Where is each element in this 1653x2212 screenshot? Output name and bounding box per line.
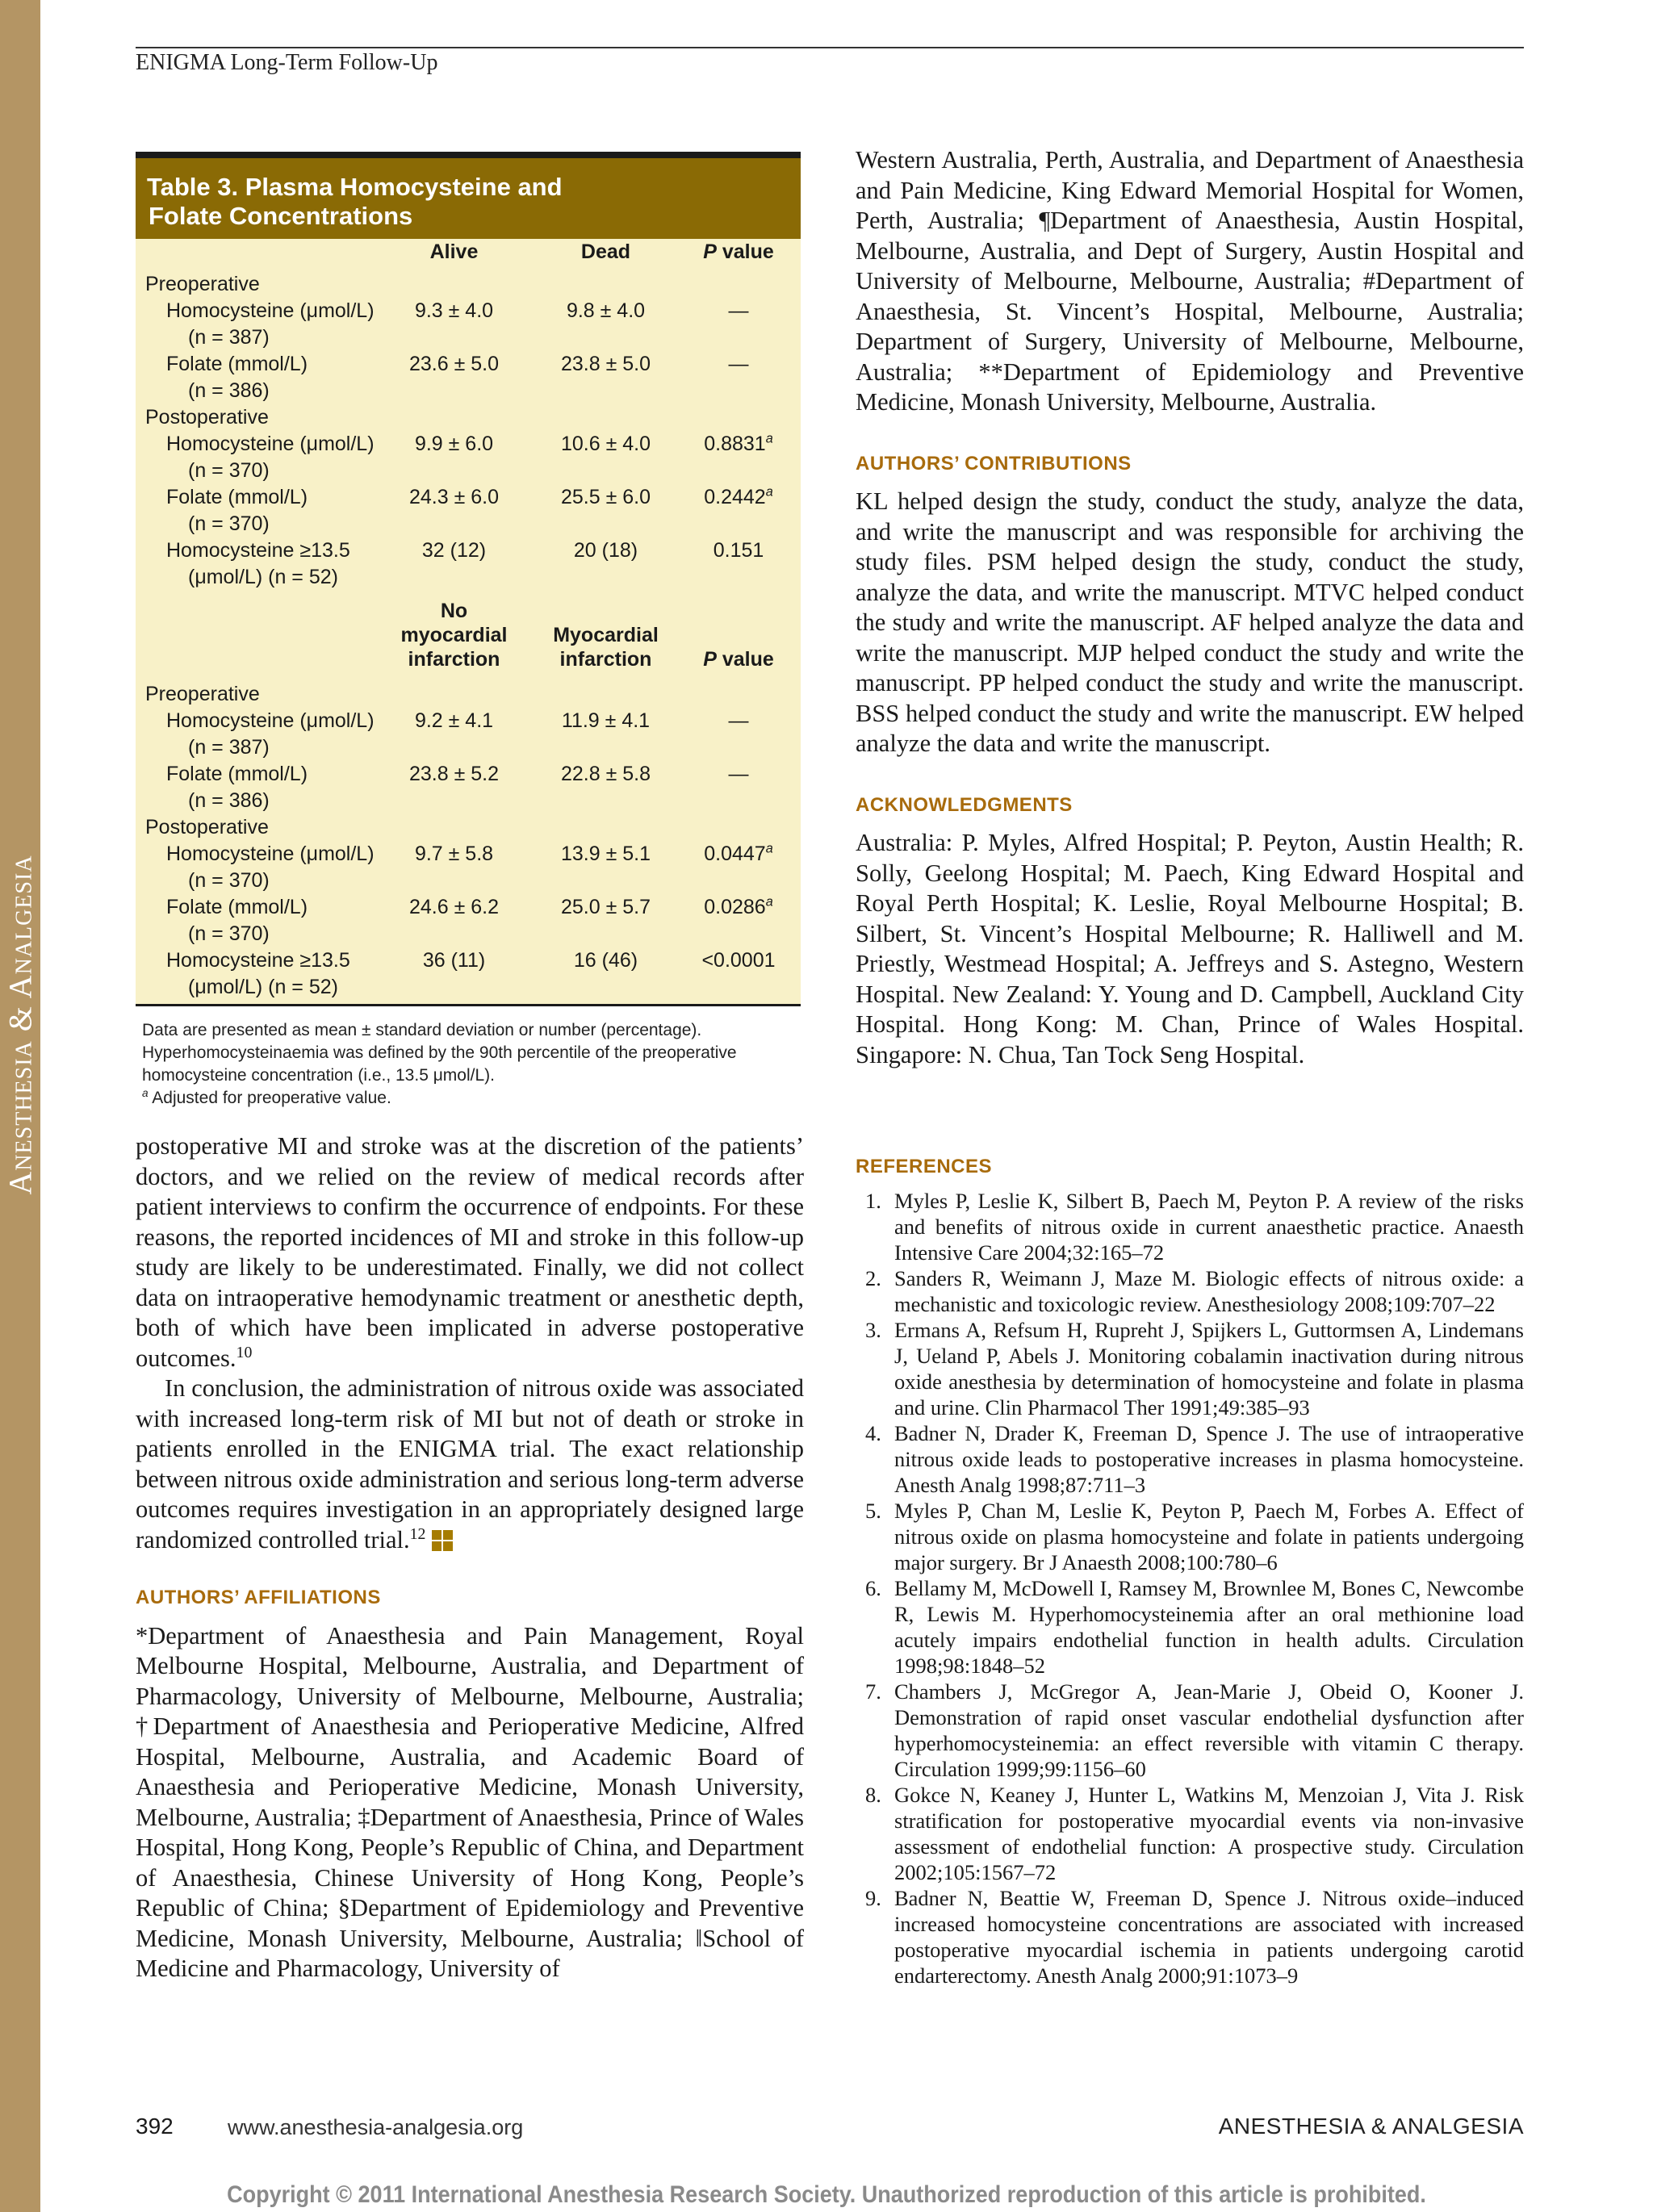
references-section	[856, 1154, 1524, 1988]
row-label: Homocysteine (μmol/L)	[166, 433, 375, 455]
reference-item	[856, 1575, 1524, 1679]
reference-text: Chambers J, McGregor A, Jean-Marie J, Obeid O, Kooner J. Demonstration of rapid onset vascular endothelial dysfunction after hyperhomocysteinemia: an effect reversible with vitamin C therapy. Circulation 1999;99:1156–60	[894, 1679, 1524, 1781]
reference-item	[856, 1188, 1524, 1265]
reference-item	[856, 1265, 1524, 1317]
row-label: Homocysteine ≥13.5	[166, 539, 350, 562]
table-title	[136, 158, 801, 239]
row-label: Homocysteine ≥13.5	[166, 949, 350, 972]
table-title-line2: Folate Concentrations	[149, 202, 413, 230]
reference-text: Gokce N, Keaney J, Hunter L, Watkins M, Menzoian J, Vita J. Risk stratification for postoperative myocardial events via non-invasive assessment of endothelial function: A prospective study. Circulation 2002;105:1567–72	[894, 1783, 1524, 1884]
table-row	[136, 814, 801, 841]
reference-text: Sanders R, Weimann J, Maze M. Biologic effects of nitrous oxide: a mechanistic and toxicologic review. Anesthesiology 2008;109:707–22	[894, 1266, 1524, 1316]
table-cell: 16 (46)	[573, 949, 638, 972]
right-column	[856, 145, 1524, 1070]
reference-number: 6.	[865, 1576, 881, 1600]
p-value-cell: 0.8831$^a$	[704, 431, 773, 455]
table-row	[136, 537, 801, 591]
table-row	[136, 681, 801, 708]
table-header-row-1	[136, 239, 801, 271]
row-sample-size: (μmol/L) (n = 52)	[188, 976, 338, 998]
table-row	[136, 298, 801, 351]
table-section-1	[136, 271, 801, 591]
table-cell: 24.3 ± 6.0	[408, 486, 500, 508]
reference-text: Myles P, Chan M, Leslie K, Peyton P, Paech M, Forbes A. Effect of nitrous oxide on plasma homocysteine and folate in patients undergoing major surgery. Br J Anaesth 2008;100:780–6	[894, 1499, 1524, 1574]
p-value-cell: 0.2442$^a$	[704, 484, 773, 508]
row-sample-size: (μmol/L) (n = 52)	[188, 566, 338, 588]
table-3	[136, 152, 801, 1110]
table-footnote-2: $^a$ Adjusted for preoperative value.	[142, 1087, 391, 1107]
affiliations-continued: Western Australia, Perth, Australia, and Department of Anaesthesia and Pain Medicine, King Edward Memorial Hospital for Women, Perth, Australia; ¶Department of Anaesthesia, Austin Hospital, Melbourne, Australia, and Dept of Surgery, Austin Hospital and University of Melbourne, Melbourne, Australia; #Department of Anaesthesia, St. Vincent’s Hospital, Melbourne, Australia; Department of Surgery, University of Melbourne, Melbourne, Australia; **Department of Epidemiology and Preventive Medicine, Monash University, Melbourne, Australia.	[856, 146, 1524, 416]
reference-item	[856, 1885, 1524, 1988]
body-paragraph-2: In conclusion, the administration of nitrous oxide was associated with increased long-term risk of MI but not of death or stroke in patients enrolled in the ENIGMA trial. The exact relationship between nitrous oxide administration and serious long-term adverse outcomes requires investigation in an appropriately designed large randomized controlled trial.$^{12}$	[136, 1374, 804, 1553]
sidebar-journal-name: Anesthesia & Analgesia	[2, 855, 39, 1195]
p-value-cell: 0.0286$^a$	[704, 894, 773, 918]
table-cell: 24.6 ± 6.2	[408, 896, 500, 918]
table-cell: 13.9 ± 5.1	[560, 843, 651, 865]
table-cell: 22.8 ± 5.8	[560, 763, 651, 785]
table-row	[136, 841, 801, 894]
table-cell: 32 (12)	[421, 539, 487, 562]
section-label: Postoperative	[145, 816, 269, 838]
table-header-row-2	[136, 599, 801, 681]
row-sample-size: (n = 370)	[188, 869, 270, 892]
table-cell: 9.2 ± 4.1	[414, 709, 494, 732]
col-header-no-mi: No myocardial infarction	[400, 600, 508, 671]
reference-number: 1.	[865, 1189, 881, 1213]
row-sample-size: (n = 387)	[188, 326, 270, 349]
contributions-text: KL helped design the study, conduct the study, analyze the data, and write the manuscript and was responsible for archiving the study files. PSM helped design the study, conduct the study, analyze the data, and write the manuscript. MTVC helped conduct the study and write the manuscript. AF helped analyze the data and write the manuscript. MJP helped conduct the study and write the manuscript. PP helped conduct the study and write the manuscript. BSS helped conduct the study and write the manuscript. EW helped analyze the data and write the manuscript.	[856, 487, 1524, 757]
page-number: 392	[136, 2114, 174, 2139]
row-label: Folate (mmol/L)	[166, 353, 308, 375]
reference-item	[856, 1782, 1524, 1885]
reference-number: 8.	[865, 1783, 881, 1807]
left-column	[136, 1131, 804, 1984]
copyright-notice: Copyright © 2011 International Anesthesia Research Society. Unauthorized reproduction of this article is prohibited.	[227, 2181, 1426, 2208]
reference-number: 7.	[865, 1679, 881, 1704]
table-cell: 9.8 ± 4.0	[566, 299, 646, 322]
p-value-cell: —	[728, 763, 749, 785]
reference-item	[856, 1679, 1524, 1782]
row-label: Folate (mmol/L)	[166, 486, 308, 508]
table-cell: 23.8 ± 5.2	[408, 763, 500, 785]
col-header-dead: Dead	[580, 240, 631, 263]
table-row	[136, 484, 801, 537]
reference-item	[856, 1498, 1524, 1575]
col-header-mi: Myocardial infarction	[553, 624, 659, 671]
row-label: Homocysteine (μmol/L)	[166, 709, 375, 732]
reference-item	[856, 1420, 1524, 1498]
reference-text: Myles P, Leslie K, Silbert B, Paech M, Peyton P. A review of the risks and benefits of nitrous oxide in current anaesthetic practice. Anaesth Intensive Care 2004;32:165–72	[894, 1189, 1524, 1265]
running-head: ENIGMA Long-Term Follow-Up	[136, 50, 438, 75]
row-sample-size: (n = 370)	[188, 512, 270, 535]
citation-12[interactable]: 12	[409, 1524, 426, 1543]
table-top-rule	[136, 152, 801, 158]
row-sample-size: (n = 370)	[188, 922, 270, 945]
references-list	[856, 1188, 1524, 1988]
table-cell: 9.9 ± 6.0	[414, 433, 494, 455]
row-sample-size: (n = 387)	[188, 736, 270, 759]
table-row	[136, 351, 801, 404]
section-label: Postoperative	[145, 406, 269, 429]
row-label: Homocysteine (μmol/L)	[166, 299, 375, 322]
table-footnotes	[136, 1006, 801, 1110]
row-sample-size: (n = 386)	[188, 379, 270, 402]
affiliations-text: *Department of Anaesthesia and Pain Management, Royal Melbourne Hospital, Melbourne, Australia, and Department of Pharmacology, University of Melbourne, Melbourne, Australia; †Department of Anaesthesia and Perioperative Medicine, Alfred Hospital, Melbourne, Australia, and Academic Board of Anaesthesia and Perioperative Medicine, Monash University, Melbourne, Australia; ‡Department of Anaesthesia, Prince of Wales Hospital, Hong Kong, People’s Republic of China, and Department of Anaesthesia, Chinese University of Hong Kong, People’s Republic of China; §Department of Epidemiology and Preventive Medicine, Monash University, Melbourne, Australia; ‖School of Medicine and Pharmacology, University of	[136, 1621, 804, 1982]
table-row	[136, 947, 801, 1001]
col-header-pvalue-2: P value	[703, 648, 774, 671]
acknowledgments-text: Australia: P. Myles, Alfred Hospital; P. Peyton, Austin Health; R. Solly, Geelong Hospital; M. Paech, King Edward Hospital and Royal Perth Hospital; K. Leslie, Royal Melbourne Hospital; B. Silbert, St. Vincent’s Hospital Melbourne; R. Halliwell and M. Priestly, Westmead Hospital; A. Jeffreys and S. Astegno, Western Hospital. New Zealand: Y. Young and D. Campbell, Auckland City Hospital. Hong Kong: M. Chan, Prince of Wales Hospital. Singapore: N. Chua, Tan Tock Seng Hospital.	[856, 829, 1524, 1068]
section-label: Preoperative	[145, 273, 260, 295]
reference-text: Ermans A, Refsum H, Rupreht J, Spijkers L, Guttormsen A, Lindemans J, Ueland P, Abels J. Monitoring cobalamin inactivation during nitrous oxide anesthesia by determination of homocysteine and folate in plasma and urine. Clin Pharmacol Ther 1991;49:385–93	[894, 1318, 1524, 1420]
footer-journal-name: ANESTHESIA & ANALGESIA	[1218, 2114, 1524, 2139]
table-footnote-1: Data are presented as mean ± standard deviation or number (percentage). Hyperhomocysteinaemia was defined by the 90th percentile of the preoperative homocysteine concentration (i.e., 13.5 μmol/L).	[142, 1021, 737, 1085]
article-end-icon	[432, 1530, 453, 1551]
reference-number: 4.	[865, 1421, 881, 1445]
row-label: Folate (mmol/L)	[166, 763, 308, 785]
journal-sidebar	[0, 0, 40, 2212]
journal-url-link[interactable]: www.anesthesia-analgesia.org	[228, 2115, 524, 2139]
col-header-alive: Alive	[429, 240, 479, 263]
table-title-line1: Table 3. Plasma Homocysteine and	[147, 173, 563, 201]
reference-text: Badner N, Drader K, Freeman D, Spence J. The use of intraoperative nitrous oxide leads to postoperative increases in plasma homocysteine. Anesth Analg 1998;87:711–3	[894, 1421, 1524, 1497]
reference-number: 3.	[865, 1318, 881, 1342]
p-value-cell: 0.151	[713, 539, 764, 562]
table-cell: 11.9 ± 4.1	[561, 709, 651, 732]
reference-number: 2.	[865, 1266, 881, 1290]
table-row	[136, 894, 801, 947]
affiliations-heading: AUTHORS’ AFFILIATIONS	[136, 1587, 381, 1608]
p-value-cell: <0.0001	[701, 949, 776, 972]
reference-text: Bellamy M, McDowell I, Ramsey M, Brownlee M, Bones C, Newcombe R, Lewis M. Hyperhomocysteinemia after an oral methionine load acutely impairs endothelial function in health adults. Circulation 1998;98:1848–52	[894, 1576, 1524, 1678]
contributions-heading: AUTHORS’ CONTRIBUTIONS	[856, 452, 1132, 475]
body-paragraph-1: postoperative MI and stroke was at the discretion of the patients’ doctors, and we relied on the review of medical records after patient interviews to confirm the occurrence of endpoints. For these reasons, the reported incidences of MI and stroke in this follow-up study are likely to be underestimated. Finally, we did not collect data on intraoperative hemodynamic treatment or anesthetic depth, both of which have been implicated in adverse postoperative outcomes.$^{10}$	[136, 1132, 804, 1372]
p-value-cell: —	[728, 299, 749, 322]
table-cell: 25.0 ± 5.7	[560, 896, 651, 918]
reference-number: 9.	[865, 1886, 881, 1910]
p-value-cell: —	[728, 353, 749, 375]
table-section-2	[136, 681, 801, 1001]
table-row	[136, 761, 801, 814]
table-row	[136, 271, 801, 298]
table-cell: 23.8 ± 5.0	[560, 353, 651, 375]
table-cell: 20 (18)	[573, 539, 638, 562]
table-cell: 25.5 ± 6.0	[560, 486, 651, 508]
reference-text: Badner N, Beattie W, Freeman D, Spence J. Nitrous oxide–induced increased homocysteine concentrations are associated with increased postoperative myocardial ischemia in patients undergoing carotid endarterectomy. Anesth Analg 2000;91:1073–9	[894, 1886, 1524, 1988]
table-row	[136, 708, 801, 761]
table-cell: 23.6 ± 5.0	[408, 353, 500, 375]
table-cell: 10.6 ± 4.0	[560, 433, 651, 455]
table-cell: 36 (11)	[422, 949, 486, 972]
row-label: Homocysteine (μmol/L)	[166, 843, 375, 865]
row-label: Folate (mmol/L)	[166, 896, 308, 918]
p-value-cell: —	[728, 709, 749, 732]
table-cell: 9.3 ± 4.0	[414, 299, 494, 322]
acknowledgments-heading: ACKNOWLEDGMENTS	[856, 793, 1073, 816]
reference-number: 5.	[865, 1499, 881, 1523]
table-row	[136, 431, 801, 484]
row-sample-size: (n = 370)	[188, 459, 270, 482]
col-header-pvalue: P value	[703, 240, 774, 263]
section-label: Preoperative	[145, 683, 260, 705]
table-row	[136, 404, 801, 431]
references-heading: REFERENCES	[856, 1156, 993, 1177]
header-rule	[136, 47, 1524, 48]
reference-item	[856, 1317, 1524, 1420]
citation-10[interactable]: 10	[236, 1343, 253, 1361]
p-value-cell: 0.0447$^a$	[704, 841, 773, 865]
row-sample-size: (n = 386)	[188, 789, 270, 812]
table-cell: 9.7 ± 5.8	[414, 843, 494, 865]
